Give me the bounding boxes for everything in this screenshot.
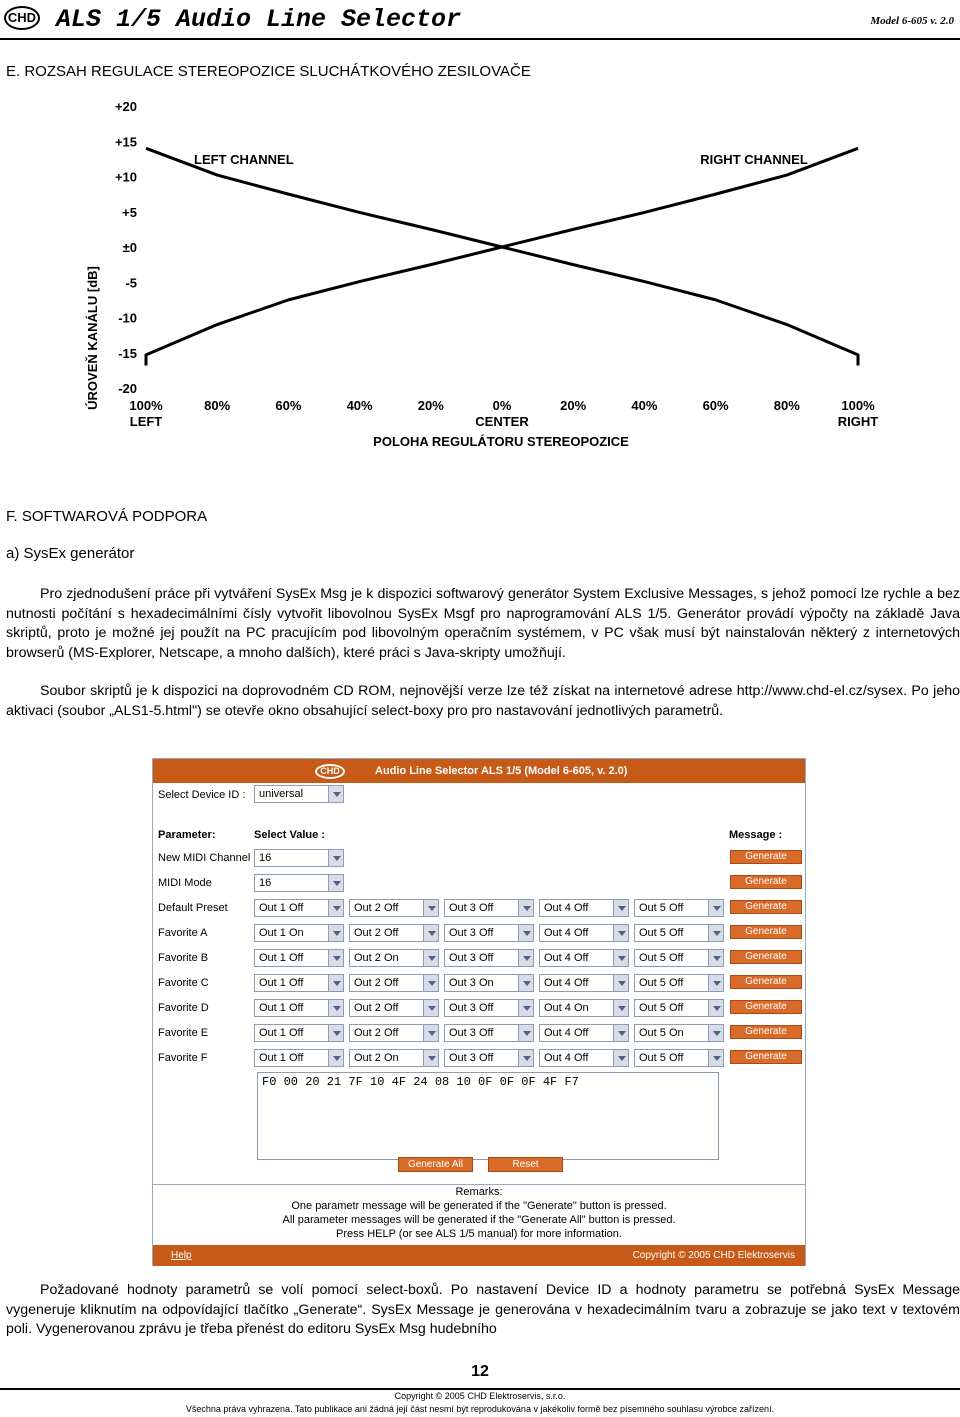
chevron-down-icon	[708, 950, 723, 966]
footer-copyright: Copyright © 2005 CHD Elektroservis, s.r.o.	[394, 1391, 566, 1401]
chevron-down-icon	[518, 925, 533, 941]
generate-button[interactable]: Generate	[730, 950, 802, 964]
page-number: 12	[471, 1363, 489, 1380]
chevron-down-icon	[328, 1025, 343, 1041]
value-select[interactable]: Out 1 On	[254, 924, 344, 942]
generate-all-button[interactable]: Generate All	[398, 1157, 473, 1172]
generate-button[interactable]: Generate	[730, 900, 802, 914]
y-tick-label: -15	[118, 345, 137, 361]
value-select[interactable]: Out 3 Off	[444, 949, 534, 967]
value-select[interactable]: Out 2 Off	[349, 974, 439, 992]
x-tick-label: 100%	[841, 398, 875, 413]
y-tick-label: +10	[114, 169, 137, 185]
y-tick-label: +15	[114, 134, 137, 150]
x-tick-label: 40%	[346, 398, 373, 413]
value-select[interactable]: Out 2 Off	[349, 924, 439, 942]
y-axis-label: ÚROVEŇ KANÁLU [dB]	[85, 266, 100, 410]
value-select[interactable]: Out 1 Off	[254, 999, 344, 1017]
chevron-down-icon	[708, 900, 723, 916]
parameter-label: Favorite E	[158, 1027, 209, 1039]
value-select[interactable]: Out 4 On	[539, 999, 629, 1017]
x-tick-label: 0%	[492, 398, 512, 413]
value-select[interactable]: Out 1 Off	[254, 949, 344, 967]
value-select[interactable]: Out 3 Off	[444, 999, 534, 1017]
parameter-label: Favorite A	[158, 927, 208, 939]
value-select[interactable]: Out 4 Off	[539, 1049, 629, 1067]
chevron-down-icon	[423, 975, 438, 991]
value-select[interactable]: Out 4 Off	[539, 1024, 629, 1042]
device-id-label: Select Device ID :	[158, 789, 246, 801]
parameter-label: Favorite C	[158, 977, 209, 989]
x-tick-label: 40%	[631, 398, 658, 413]
remarks-box	[153, 1184, 805, 1244]
value-select[interactable]: Out 1 Off	[254, 974, 344, 992]
chevron-down-icon	[328, 786, 343, 802]
chevron-down-icon	[613, 1050, 628, 1066]
chevron-down-icon	[518, 900, 533, 916]
value-select[interactable]: Out 1 Off	[254, 899, 344, 917]
left-channel-curve	[146, 148, 858, 365]
value-select[interactable]: Out 3 On	[444, 974, 534, 992]
y-tick-label: -5	[125, 275, 137, 291]
app-footer-bar	[153, 1245, 805, 1266]
value-select[interactable]: Out 2 Off	[349, 999, 439, 1017]
value-select[interactable]: Out 1 Off	[254, 1049, 344, 1067]
x-sub-label-center: CENTER	[475, 414, 529, 429]
chevron-down-icon	[613, 925, 628, 941]
remarks-title: Remarks:	[455, 1186, 503, 1198]
generate-button[interactable]: Generate	[730, 925, 802, 939]
y-tick-label: +5	[122, 204, 137, 220]
x-tick-label: 100%	[129, 398, 163, 413]
chevron-down-icon	[518, 975, 533, 991]
chevron-down-icon	[518, 1000, 533, 1016]
x-tick-label: 20%	[560, 398, 587, 413]
app-title: Audio Line Selector ALS 1/5 (Model 6-605, v. 2.0)	[375, 765, 628, 777]
value-select[interactable]: Out 5 On	[634, 1024, 724, 1042]
chevron-down-icon	[613, 900, 628, 916]
left-channel-label: LEFT CHANNEL	[194, 152, 294, 167]
remarks-line-3: Press HELP (or see ALS 1/5 manual) for more information.	[336, 1228, 622, 1240]
value-select[interactable]: Out 1 Off	[254, 1024, 344, 1042]
app-logo: CHD	[315, 764, 345, 779]
chevron-down-icon	[613, 975, 628, 991]
right-channel-label: RIGHT CHANNEL	[700, 152, 808, 167]
stereo-position-chart	[0, 88, 960, 458]
y-tick-label: ±0	[122, 240, 137, 255]
section-e-title: E. ROZSAH REGULACE STEREOPOZICE SLUCHÁTKOVÉHO ZESILOVAČE	[6, 63, 531, 80]
value-select[interactable]: Out 2 On	[349, 949, 439, 967]
generate-button[interactable]: Generate	[730, 1050, 802, 1064]
value-select[interactable]: Out 4 Off	[539, 974, 629, 992]
app-title-bar	[153, 759, 805, 783]
chevron-down-icon	[613, 1000, 628, 1016]
value-select[interactable]: 16	[254, 849, 344, 867]
value-select[interactable]: Out 5 Off	[634, 999, 724, 1017]
value-select[interactable]: Out 4 Off	[539, 949, 629, 967]
chevron-down-icon	[613, 950, 628, 966]
parameter-label: Favorite B	[158, 952, 209, 964]
value-select[interactable]: Out 4 Off	[539, 924, 629, 942]
value-select[interactable]: Out 2 Off	[349, 899, 439, 917]
document-title: ALS 1/5 Audio Line Selector	[56, 5, 462, 34]
chevron-down-icon	[328, 1000, 343, 1016]
chevron-down-icon	[328, 900, 343, 916]
parameter-label: Favorite D	[158, 1002, 209, 1014]
chevron-down-icon	[423, 950, 438, 966]
sysex-generator-window	[152, 758, 806, 1266]
page-footer	[0, 1388, 960, 1417]
y-tick-label: +20	[114, 99, 137, 114]
reset-button[interactable]: Reset	[488, 1157, 563, 1172]
paragraph-usage: Požadované hodnoty parametrů se volí pomocí select-boxů. Po nastavení Device ID a hodnoty parametru se potřebná SysEx Message vygeneruje kliknutím na odpovídající tlačítko „Generate“. SysEx Message je generována v hexadecimálním tvaru a zobrazuje se jako text v textovém poli. Vygenerovanou zprávu je třeba přenést do editoru SysEx Msg hudebního	[6, 1282, 960, 1338]
parameter-label: New MIDI Channel	[158, 852, 251, 864]
value-select[interactable]: Out 2 On	[349, 1049, 439, 1067]
x-tick-label: 20%	[417, 398, 444, 413]
value-select[interactable]: Out 5 Off	[634, 924, 724, 942]
value-select[interactable]: Out 3 Off	[444, 924, 534, 942]
device-id-select[interactable]: universal	[254, 785, 344, 803]
chevron-down-icon	[613, 1025, 628, 1041]
x-tick-label: 60%	[702, 398, 729, 413]
chevron-down-icon	[423, 1000, 438, 1016]
app-copyright: Copyright © 2005 CHD Elektroservis	[632, 1250, 795, 1261]
x-tick-label: 80%	[204, 398, 231, 413]
value-select[interactable]: 16	[254, 874, 344, 892]
help-link[interactable]: Help	[171, 1250, 192, 1261]
x-axis-label: POLOHA REGULÁTORU STEREOPOZICE	[373, 434, 629, 449]
right-channel-curve	[146, 148, 858, 365]
chevron-down-icon	[423, 925, 438, 941]
parameter-label: Default Preset	[158, 902, 228, 914]
footer-rights: Všechna práva vyhrazena. Tato publikace ani žádná její část nesmí být reprodukována v jakékoliv formě bez písemného souhlasu výrobce zařízení.	[185, 1404, 775, 1414]
x-tick-label: 80%	[773, 398, 800, 413]
paragraph-intro: Pro zjednodušení práce při vytváření SysEx Msg je k dispozici softwarový generátor System Exclusive Messages, s jehož pomocí lze rychle a bez nutnosti počítání s hexadecimálními čísly vytvořit libovolnou SysEx Msgf pro naprogramování ALS 1/5. Generátor provádí výpočty na základě Java skriptů, proto je možné jej použít na PC pracujícím pod libovolným operačním systémem, v PC však musí být nainstalován některý z internetových browserů (MS-Explorer, Netscape, a mnoho dalších), které práci s Java-skripty umožňují.	[6, 586, 960, 662]
value-select[interactable]: Out 5 Off	[634, 1049, 724, 1067]
y-tick-label: -10	[118, 310, 137, 326]
chevron-down-icon	[423, 1050, 438, 1066]
chevron-down-icon	[708, 925, 723, 941]
chevron-down-icon	[518, 1025, 533, 1041]
y-tick-label: -20	[118, 381, 137, 396]
x-sub-label-left: LEFT	[129, 414, 163, 429]
parameter-header: Parameter:	[158, 829, 216, 841]
value-select[interactable]: Out 3 Off	[444, 899, 534, 917]
generate-button[interactable]: Generate	[730, 1025, 802, 1039]
chevron-down-icon	[708, 1050, 723, 1066]
model-version: Model 6-605 v. 2.0	[870, 15, 954, 27]
x-tick-label: 60%	[275, 398, 302, 413]
value-select[interactable]: Out 5 Off	[634, 949, 724, 967]
value-header: Select Value :	[254, 829, 325, 841]
chevron-down-icon	[328, 950, 343, 966]
chevron-down-icon	[328, 850, 343, 866]
chevron-down-icon	[328, 975, 343, 991]
section-f-title: F. SOFTWAROVÁ PODPORA	[6, 508, 208, 525]
x-sub-label-right: RIGHT	[837, 414, 879, 429]
generate-button[interactable]: Generate	[730, 875, 802, 889]
chd-logo: CHD	[4, 6, 40, 30]
chevron-down-icon	[708, 975, 723, 991]
value-select[interactable]: Out 5 Off	[634, 899, 724, 917]
chevron-down-icon	[328, 1050, 343, 1066]
remarks-line-1: One parametr message will be generated if the "Generate" button is pressed.	[291, 1200, 667, 1212]
section-f-subtitle: a) SysEx generátor	[6, 545, 135, 562]
value-select[interactable]: Out 3 Off	[444, 1049, 534, 1067]
chevron-down-icon	[423, 900, 438, 916]
remarks-line-2: All parameter messages will be generated if the "Generate All" button is pressed.	[282, 1214, 676, 1226]
generate-button[interactable]: Generate	[730, 1000, 802, 1014]
chevron-down-icon	[708, 1000, 723, 1016]
value-select[interactable]: Out 5 Off	[634, 974, 724, 992]
paragraph-download: Soubor skriptů je k dispozici na doprovodném CD ROM, nejnovější verze lze též získat na internetové adrese http://www.chd-el.cz/sysex. Po jeho aktivaci (soubor „ALS1-5.html") se otevře okno obsahující select-boxy pro pro nastavování jednotlivých parametrů.	[6, 683, 960, 719]
parameter-label: MIDI Mode	[158, 877, 212, 889]
chevron-down-icon	[518, 950, 533, 966]
value-select[interactable]: Out 2 Off	[349, 1024, 439, 1042]
page-header	[0, 0, 960, 40]
generate-button[interactable]: Generate	[730, 850, 802, 864]
generate-button[interactable]: Generate	[730, 975, 802, 989]
chevron-down-icon	[518, 1050, 533, 1066]
sysex-message-textarea[interactable]: F0 00 20 21 7F 10 4F 24 08 10 0F 0F 0F 4F F7	[257, 1072, 719, 1160]
chevron-down-icon	[328, 925, 343, 941]
chevron-down-icon	[328, 875, 343, 891]
value-select[interactable]: Out 4 Off	[539, 899, 629, 917]
chevron-down-icon	[708, 1025, 723, 1041]
value-select[interactable]: Out 3 Off	[444, 1024, 534, 1042]
chevron-down-icon	[423, 1025, 438, 1041]
parameter-label: Favorite F	[158, 1052, 208, 1064]
message-header: Message :	[729, 829, 783, 841]
